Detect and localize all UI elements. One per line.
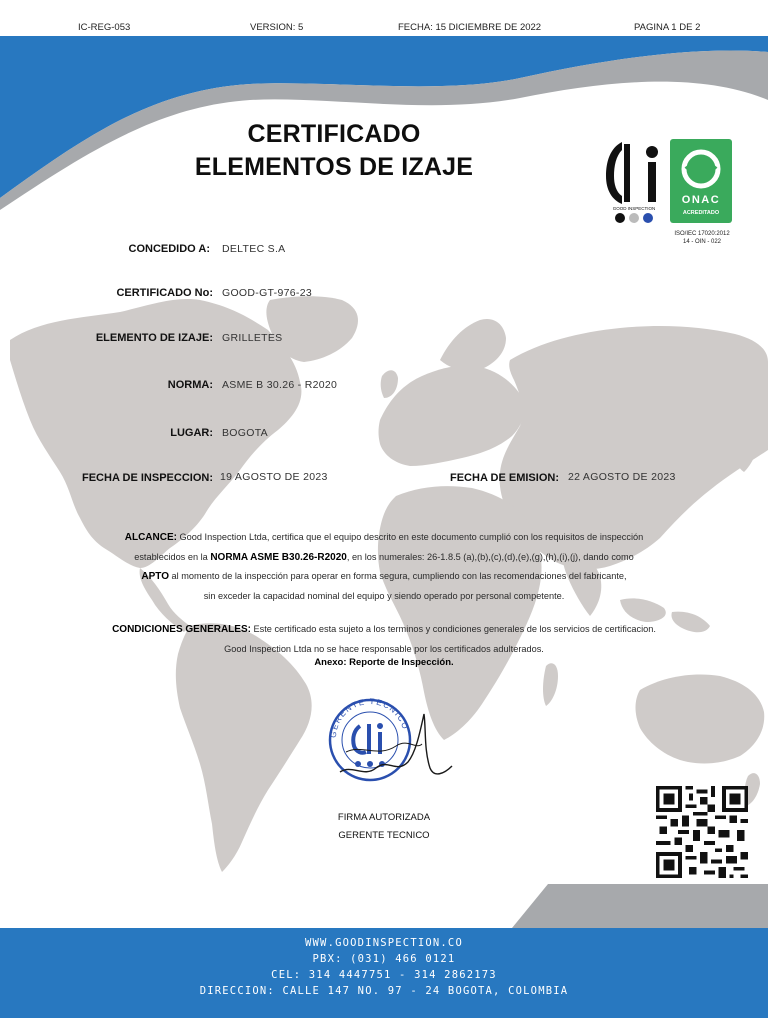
alcance-text-1: Good Inspection Ltda, certifica que el equipo descrito en este documento cumplió con los requisitos de inspección [176,532,644,542]
onac-status: ACREDITADO [682,210,720,216]
footer-contact [0,928,768,1018]
lugar-label: LUGAR: [170,427,213,439]
onac-logo [670,139,732,223]
title-line-1: CERTIFICADO [247,120,421,148]
certificado-label: CERTIFICADO No: [116,287,213,299]
alcance-text-2a: establecidos en la [134,551,211,562]
condiciones-paragraph [96,620,672,658]
fecha-inspeccion-value: 19 AGOSTO DE 2023 [220,471,328,483]
footer-cel: CEL: 314 4447751 - 314 2862173 [271,969,497,981]
footer-pbx: PBX: (031) 466 0121 [312,953,456,965]
footer-gray-wave [512,884,768,928]
alcance-norma: NORMA ASME B30.26-R2020 [210,551,347,563]
concedido-label: CONCEDIDO A: [128,243,210,255]
onac-name: ONAC [681,194,721,206]
firma-autorizada: FIRMA AUTORIZADA [337,812,431,823]
gerente-tecnico-seal [312,692,462,788]
onac-accreditation [664,230,740,246]
fecha-emision-value: 22 AGOSTO DE 2023 [568,471,676,483]
elemento-label: ELEMENTO DE IZAJE: [95,332,213,344]
document-header [0,0,768,36]
gi-logo-text: GOOD INSPECTION [612,206,656,211]
alcance-apto: APTO [141,571,169,582]
seal-ring-text: GERENTE TECNICO [328,696,411,739]
certificate-title [0,118,668,184]
title-line-2: ELEMENTOS DE IZAJE [194,153,474,181]
accreditation-standard: ISO/IEC 17020:2012 [674,231,730,237]
certificado-value: GOOD-GT-976-23 [222,287,312,299]
document-version: VERSION: 5 [250,22,304,33]
alcance-paragraph [96,528,672,605]
alcance-label: ALCANCE: [124,532,177,543]
good-inspection-logo [604,138,664,226]
alcance-text-2b: , en los numerales: 26-1.8.5 (a),(b),(c),(d),(e),(g),(h),(i),(j), dando como [346,551,634,562]
page-number: PAGINA 1 DE 2 [634,22,701,33]
norma-label: NORMA: [167,379,213,391]
condiciones-label: CONDICIONES GENERALES: [112,624,251,635]
footer-address: DIRECCION: CALLE 147 NO. 97 - 24 BOGOTA, COLOMBIA [199,985,569,997]
document-date: FECHA: 15 DICIEMBRE DE 2022 [398,22,542,33]
concedido-value: DELTEC S.A [222,243,286,255]
fecha-inspeccion-label: FECHA DE INSPECCION: [82,472,213,484]
norma-value: ASME B 30.26 - R2020 [222,379,338,391]
elemento-value: GRILLETES [222,332,283,344]
alcance-text-4: sin exceder la capacidad nominal del equipo y siendo operado por personal competente. [203,590,565,601]
condiciones-text-1: Este certificado esta sujeto a los terminos y condiciones generales de los servicios de certificacion. [250,624,656,634]
lugar-value: BOGOTA [222,427,268,439]
qr-code[interactable] [656,786,748,878]
fecha-emision-label: FECHA DE EMISION: [450,472,559,484]
document-code: IC-REG-053 [78,22,131,33]
anexo-note: Anexo: Reporte de Inspección. [314,657,454,668]
accreditation-code: 14 - OIN - 022 [682,239,721,245]
gerente-tecnico-title: GERENTE TECNICO [338,830,430,841]
condiciones-text-2: Good Inspection Ltda no se hace responsable por los certificados adulterados. [224,643,544,654]
alcance-text-3: al momento de la inspección para operar en forma segura, cumpliendo con las recomendaciones del fabricante, [169,571,627,581]
footer-website[interactable]: WWW.GOODINSPECTION.CO [305,937,463,949]
